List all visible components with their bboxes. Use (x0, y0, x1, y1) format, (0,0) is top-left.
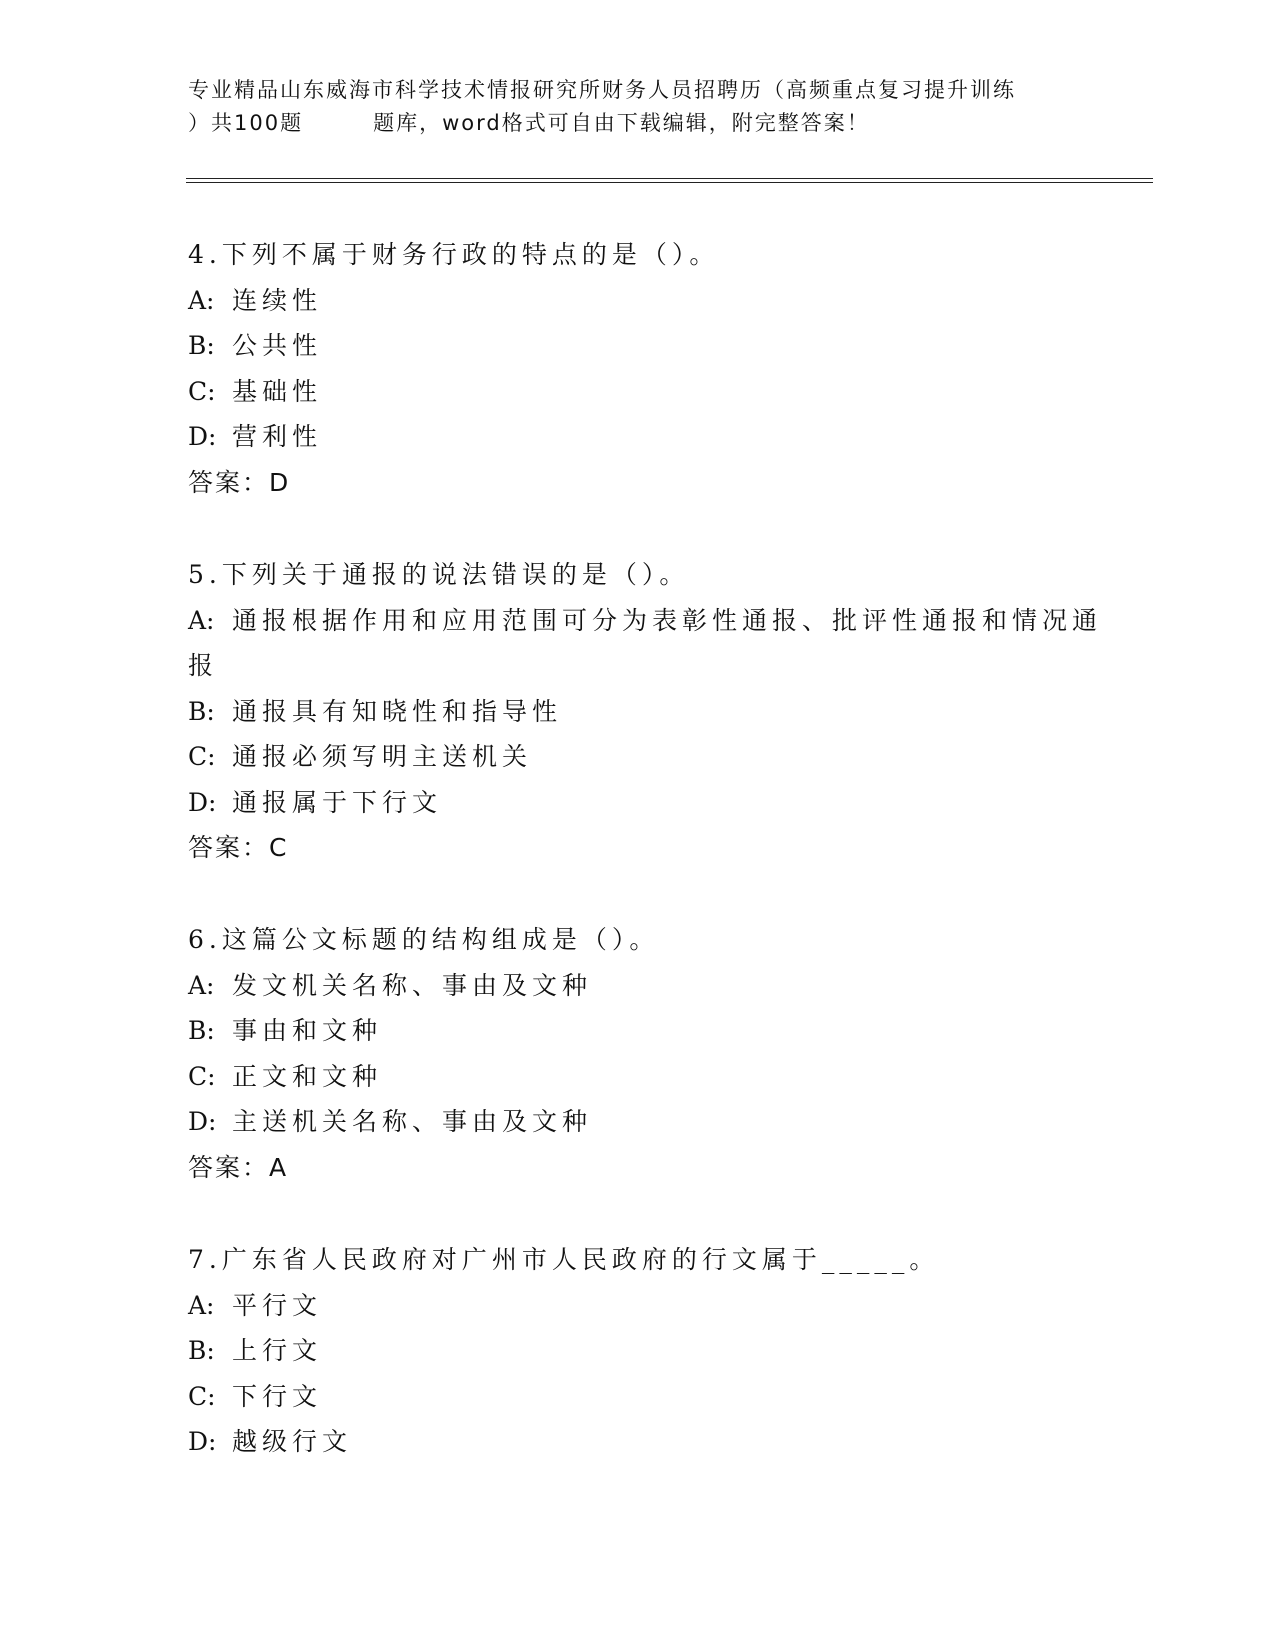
header-line-2-part-2: 题库，word格式可自由下载编辑，附完整答案！ (373, 111, 870, 135)
option-b (188, 689, 1088, 735)
option-a (188, 1283, 1088, 1329)
header-line-2 (188, 107, 1088, 140)
option-key: B: (188, 1336, 215, 1365)
option-text: 平行文 (232, 1290, 323, 1320)
question-7 (188, 1237, 1088, 1465)
option-key: C: (188, 742, 216, 771)
option-key: B: (188, 331, 215, 360)
option-b (188, 1008, 1088, 1054)
question-stem: 7.广东省人民政府对广州市人民政府的行文属于_____。 (188, 1245, 940, 1274)
option-text: 正文和文种 (232, 1061, 383, 1091)
option-key: C: (188, 1381, 216, 1411)
header-divider-top (186, 178, 1153, 179)
question-6 (188, 917, 1088, 1190)
option-text: 主送机关名称、事由及文种 (232, 1107, 593, 1136)
option-key: D: (188, 1107, 217, 1136)
answer-line: 答案：A (188, 1152, 289, 1182)
option-key: A: (188, 970, 215, 1000)
document-header (188, 74, 1088, 140)
option-text: 下行文 (232, 1381, 323, 1411)
option-text: 营利性 (232, 422, 323, 451)
question-4 (188, 232, 1088, 505)
option-a (188, 598, 1103, 644)
option-key: D: (188, 1427, 217, 1456)
option-text: 上行文 (232, 1336, 323, 1365)
question-stem: 6.这篇公文标题的结构组成是（）。 (188, 925, 660, 954)
option-a (188, 278, 1088, 324)
option-text: 通报具有知晓性和指导性 (232, 696, 563, 726)
option-text: 事由和文种 (232, 1016, 383, 1045)
option-key: B: (188, 1016, 215, 1045)
option-key: B: (188, 696, 215, 726)
option-d (188, 780, 1088, 826)
option-b (188, 323, 1088, 369)
option-a-continuation: 报 (188, 651, 219, 680)
option-text: 越级行文 (232, 1427, 353, 1456)
option-key: A: (188, 285, 215, 315)
option-key: D: (188, 422, 217, 451)
option-c (188, 1374, 1088, 1420)
option-text: 通报必须写明主送机关 (232, 742, 533, 771)
option-a (188, 963, 1088, 1009)
option-key: A: (188, 605, 215, 635)
option-c (188, 734, 1088, 780)
option-text: 连续性 (232, 285, 323, 315)
option-b (188, 1328, 1088, 1374)
option-text: 通报属于下行文 (232, 787, 443, 817)
option-text: 基础性 (232, 376, 323, 406)
option-d (188, 1099, 1088, 1145)
header-line-1: 专业精品山东威海市科学技术情报研究所财务人员招聘历（高频重点复习提升训练 (188, 78, 1016, 102)
answer-line: 答案：C (188, 833, 289, 862)
option-key: C: (188, 376, 216, 406)
option-d (188, 1419, 1088, 1465)
option-text: 发文机关名称、事由及文种 (232, 970, 593, 1000)
option-c (188, 1054, 1088, 1100)
option-key: C: (188, 1061, 216, 1091)
question-stem: 5.下列关于通报的说法错误的是（）。 (188, 560, 690, 589)
header-line-2-part-1: ）共100题 (188, 111, 304, 135)
answer-line: 答案：D (188, 467, 291, 497)
option-text: 公共性 (232, 331, 323, 360)
question-5 (188, 552, 1103, 871)
option-text: 通报根据作用和应用范围可分为表彰性通报、批评性通报和情况通 (232, 605, 1103, 635)
question-stem: 4.下列不属于财务行政的特点的是（）。 (188, 240, 720, 269)
option-d (188, 414, 1088, 460)
option-c (188, 369, 1088, 415)
option-key: D: (188, 787, 217, 817)
header-divider-bottom (186, 182, 1153, 183)
option-key: A: (188, 1290, 215, 1320)
